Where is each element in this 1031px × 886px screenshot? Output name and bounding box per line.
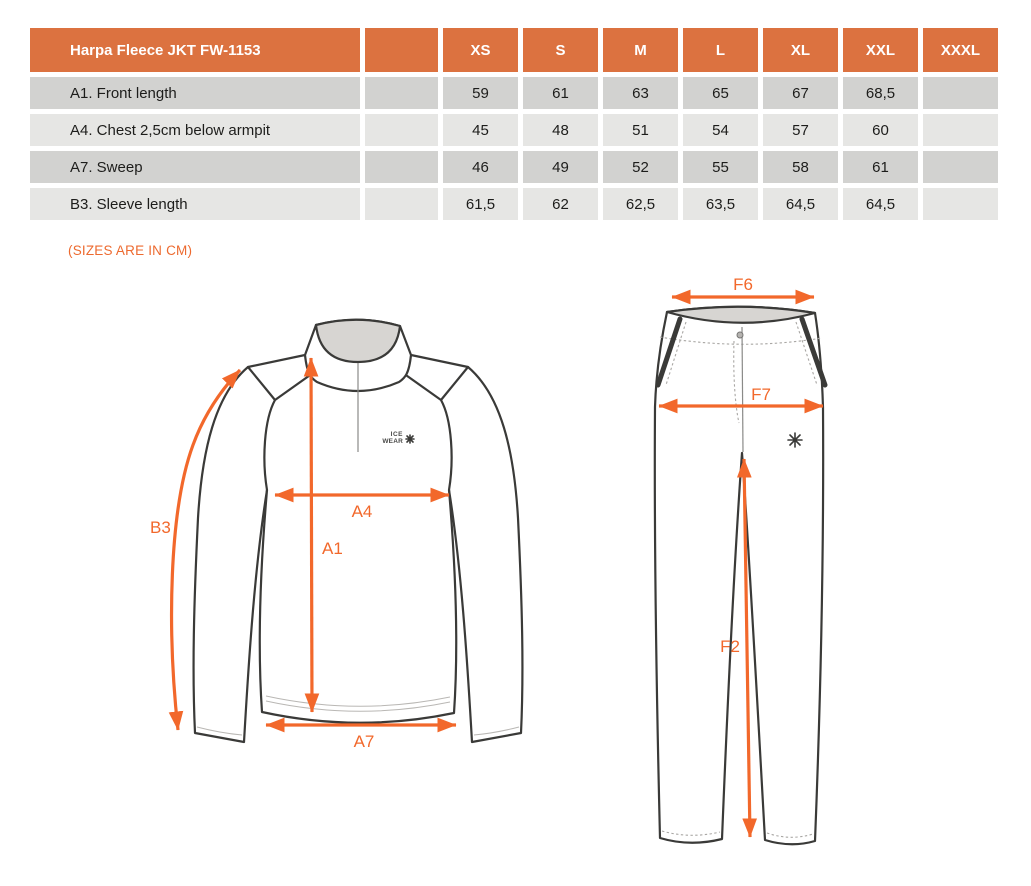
measurement-value: 64,5	[843, 188, 918, 220]
jacket-diagram	[145, 300, 550, 865]
measurement-value: 54	[683, 114, 758, 146]
row-spacer-cell	[365, 114, 438, 146]
measurement-value: 57	[763, 114, 838, 146]
measurement-label: A7. Sweep	[30, 151, 360, 183]
label-a4: A4	[351, 502, 373, 521]
measurement-value: 45	[443, 114, 518, 146]
arrow-a1-front-length	[311, 358, 312, 712]
measurement-value: 59	[443, 77, 518, 109]
measurement-value: 58	[763, 151, 838, 183]
measurement-value: 61	[523, 77, 598, 109]
measurement-value	[923, 151, 998, 183]
size-column-header-s: S	[523, 28, 598, 72]
label-a1: A1	[322, 539, 343, 558]
measurement-value: 62	[523, 188, 598, 220]
measurement-label: A1. Front length	[30, 77, 360, 109]
measurement-value	[923, 188, 998, 220]
measurement-value: 48	[523, 114, 598, 146]
measurement-value: 62,5	[603, 188, 678, 220]
size-column-header-l: L	[683, 28, 758, 72]
pants-body	[655, 307, 823, 845]
measurement-value	[923, 77, 998, 109]
measurement-value: 64,5	[763, 188, 838, 220]
measurement-value: 63,5	[683, 188, 758, 220]
measurement-value: 68,5	[843, 77, 918, 109]
waist-button	[737, 332, 743, 338]
size-column-header-xxxl: XXXL	[923, 28, 998, 72]
left-shoulder-seam	[248, 355, 305, 367]
row-spacer-cell	[365, 77, 438, 109]
label-a7: A7	[353, 732, 375, 751]
measurement-value: 61	[843, 151, 918, 183]
measurement-value: 60	[843, 114, 918, 146]
measurement-value: 46	[443, 151, 518, 183]
brand-snowflake-icon	[406, 435, 414, 443]
pants-diagram	[630, 275, 845, 860]
label-f6: F6	[733, 275, 753, 294]
table-title: Harpa Fleece JKT FW-1153	[30, 28, 360, 72]
measurement-value: 61,5	[443, 188, 518, 220]
units-note: (SIZES ARE IN CM)	[68, 243, 193, 258]
label-b3: B3	[150, 518, 171, 537]
brand-logo-text: ICE	[390, 431, 403, 438]
measurement-value: 49	[523, 151, 598, 183]
measurement-value: 63	[603, 77, 678, 109]
brand-logo-text: WEAR	[382, 438, 403, 445]
size-table	[30, 28, 998, 220]
size-column-header-xs: XS	[443, 28, 518, 72]
size-column-header-xxl: XXL	[843, 28, 918, 72]
label-f7: F7	[751, 385, 771, 404]
measurement-value	[923, 114, 998, 146]
size-column-header-m: M	[603, 28, 678, 72]
right-shoulder-seam	[411, 355, 468, 367]
size-column-header-xl: XL	[763, 28, 838, 72]
measurement-value: 51	[603, 114, 678, 146]
row-spacer-cell	[365, 188, 438, 220]
measurement-value: 55	[683, 151, 758, 183]
pants-snowflake-icon	[788, 433, 802, 447]
measurement-label: B3. Sleeve length	[30, 188, 360, 220]
measurement-value: 65	[683, 77, 758, 109]
measurement-value: 52	[603, 151, 678, 183]
header-spacer-cell	[365, 28, 438, 72]
measurement-value: 67	[763, 77, 838, 109]
measurement-label: A4. Chest 2,5cm below armpit	[30, 114, 360, 146]
label-f2: F2	[720, 637, 740, 656]
row-spacer-cell	[365, 151, 438, 183]
